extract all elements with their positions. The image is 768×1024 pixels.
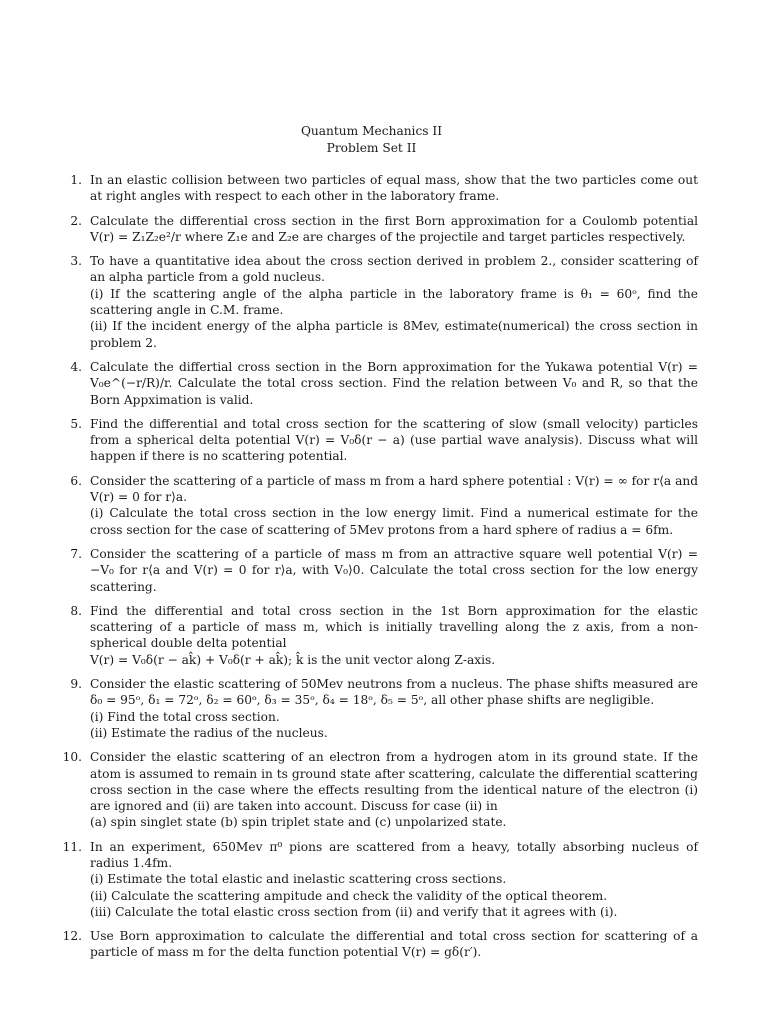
problem-line: To have a quantitative idea about the cross section derived in problem 2., consider scattering of an alpha particle from a gold nucleus. bbox=[90, 254, 698, 285]
problem-number: 7. bbox=[70, 546, 82, 561]
problem-line: Find the differential and total cross section for the scattering of slow (small velocity) particles from a spherical delta potential V(r) = V₀δ(r − a) (use partial wave analysis). Discuss what will happen if there is no scattering potential. bbox=[90, 416, 698, 464]
problem-line: Calculate the differential cross section in the first Born approximation for a Coulomb potential V(r) = Z₁Z₂e²/r where Z₁e and Z₂e are charges of the projectile and target particles respectively. bbox=[90, 213, 698, 244]
problem-text bbox=[82, 253, 698, 351]
problem-line: (i) Find the total cross section. bbox=[90, 709, 280, 724]
problem-text bbox=[82, 839, 698, 920]
problem-line: Consider the elastic scattering of 50Mev neutrons from a nucleus. The phase shifts measured are δ₀ = 95ᵒ, δ₁ = 72ᵒ, δ₂ = 60ᵒ, δ₃ = 35ᵒ, δ₄ = 18ᵒ, δ₅ = 5ᵒ, all other phase shifts are negligible. bbox=[90, 677, 698, 708]
problem-line: (i) If the scattering angle of the alpha particle in the laboratory frame is θ₁ = 60ᵒ, find the scattering angle in C.M. frame. bbox=[90, 286, 698, 318]
problem-line: (ii) If the incident energy of the alpha particle is 8Mev, estimate(numerical) the cross section in problem 2. bbox=[90, 319, 698, 350]
problem-line: V(r) = V₀δ(r − ak̂) + V₀δ(r + ak̂); k̂ is the unit vector along Z-axis. bbox=[90, 652, 496, 667]
problem-item bbox=[52, 839, 698, 920]
problem-number: 2. bbox=[70, 213, 82, 228]
problem-number: 6. bbox=[70, 473, 82, 488]
problem-number: 3. bbox=[70, 254, 82, 269]
problem-line: Find the differential and total cross section in the 1st Born approximation for the elastic scattering of a particle of mass m, which is initially travelling along the z axis, from a non-spherical double delta potential bbox=[90, 603, 698, 651]
problem-number: 4. bbox=[70, 359, 82, 374]
course-title: Quantum Mechanics II bbox=[300, 124, 443, 138]
problem-line: In an elastic collision between two particles of equal mass, show that the two particles come out at right angles with respect to each other in the laboratory frame. bbox=[90, 173, 698, 204]
problem-line: (iii) Calculate the total elastic cross section from (ii) and verify that it agrees with (i). bbox=[90, 904, 618, 919]
problem-line: (ii) Estimate the radius of the nucleus. bbox=[90, 725, 328, 740]
problem-item bbox=[52, 416, 698, 465]
problem-item bbox=[52, 359, 698, 408]
problem-text bbox=[82, 676, 698, 741]
problem-item bbox=[52, 603, 698, 668]
problem-item bbox=[52, 473, 698, 538]
problem-text bbox=[82, 213, 698, 246]
problem-number: 1. bbox=[70, 173, 82, 187]
problem-line: (a) spin singlet state (b) spin triplet state and (c) unpolarized state. bbox=[90, 815, 507, 830]
problem-line: Use Born approximation to calculate the differential and total cross section for scattering of a particle of mass m for the delta function potential V(r) = gδ(r′). bbox=[90, 929, 698, 960]
problem-text bbox=[82, 172, 698, 205]
problem-line: (i) Calculate the total cross section in the low energy limit. Find a numerical estimate for the cross section for the case of scattering of 5Mev protons from a hard sphere of radius a = 6fm. bbox=[90, 506, 698, 537]
problem-number: 10. bbox=[62, 750, 82, 765]
problem-number: 11. bbox=[62, 839, 82, 854]
problem-item bbox=[52, 928, 698, 961]
problem-number: 8. bbox=[70, 603, 82, 618]
problem-number: 12. bbox=[62, 929, 82, 944]
problem-item bbox=[52, 172, 698, 205]
document-header bbox=[0, 123, 743, 157]
problem-text bbox=[82, 546, 698, 595]
problem-set-title: Problem Set II bbox=[326, 141, 417, 155]
problem-number: 9. bbox=[70, 677, 82, 692]
problem-line: In an experiment, 650Mev π⁰ pions are scattered from a heavy, totally absorbing nucleus of radius 1.4fm. bbox=[90, 839, 698, 870]
problem-item bbox=[52, 749, 698, 830]
problem-list bbox=[52, 172, 698, 969]
problem-line: Consider the scattering of a particle of mass m from a hard sphere potential : V(r) = ∞ for r⟨a and V(r) = 0 for r⟩a. bbox=[90, 473, 698, 505]
problem-line: (ii) Calculate the scattering ampitude and check the validity of the optical theorem. bbox=[90, 888, 608, 903]
problem-line: (i) Estimate the total elastic and inelastic scattering cross sections. bbox=[90, 872, 507, 887]
problem-item bbox=[52, 253, 698, 351]
problem-text bbox=[82, 928, 698, 961]
problem-line: Consider the elastic scattering of an electron from a hydrogen atom in its ground state. If the atom is assumed to remain in ts ground state after scattering, calculate the differential scattering cross section in the case where the effects resulting from the identical nature of the electron (i) are ignored and (ii) are taken into account. Discuss for case (ii) in bbox=[90, 750, 698, 814]
problem-line: Consider the scattering of a particle of mass m from an attractive square well potential V(r) = −V₀ for r⟨a and V(r) = 0 for r⟩a, with V₀⟩0. Calculate the total cross section for the low energy scattering. bbox=[90, 546, 698, 594]
problem-text bbox=[82, 473, 698, 538]
problem-text bbox=[82, 359, 698, 408]
problem-text bbox=[82, 416, 698, 465]
problem-item bbox=[52, 213, 698, 246]
problem-item bbox=[52, 676, 698, 741]
problem-text bbox=[82, 749, 698, 830]
problem-line: Calculate the differtial cross section in the Born approximation for the Yukawa potential V(r) = V₀e^(−r/R)/r. Calculate the total cross section. Find the relation between V₀ and R, so that the Born Appximation is valid. bbox=[90, 359, 698, 407]
problem-item bbox=[52, 546, 698, 595]
problem-text bbox=[82, 603, 698, 668]
problem-number: 5. bbox=[70, 416, 82, 431]
